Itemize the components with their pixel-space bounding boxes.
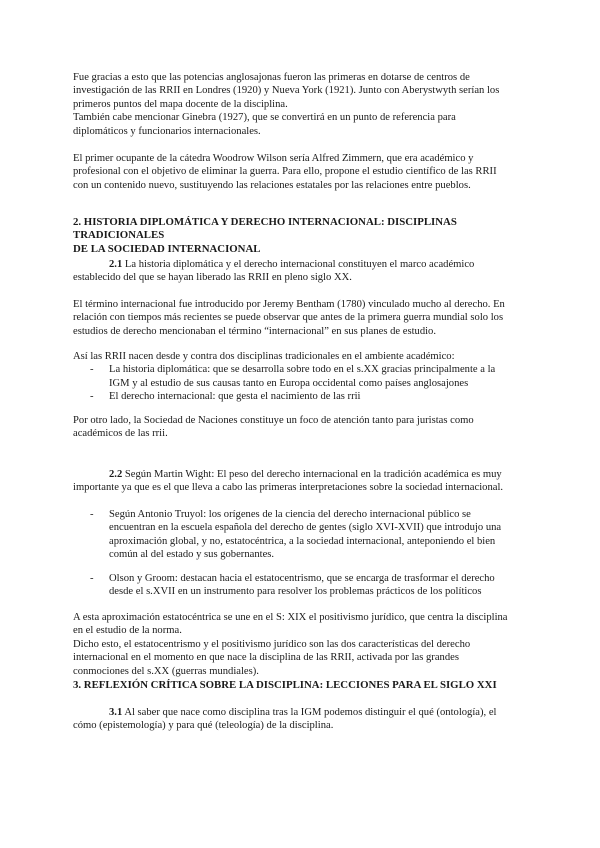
- league-of-nations-paragraph: [73, 414, 535, 441]
- bullet-dash: -: [90, 509, 94, 520]
- text-line: estudios de derecho mencionaban el término “internacional” en sus planes de estudio.: [73, 325, 437, 337]
- text-line: común al del estado y sus gobernantes.: [109, 549, 275, 561]
- intro-paragraph-1: [73, 71, 535, 138]
- text-line: cómo (epistemología) y para qué (teleología) de la disciplina.: [73, 720, 334, 732]
- text-line: [73, 258, 535, 271]
- subsection-number: 2.1: [109, 259, 123, 270]
- text-line: establecido del que se hayan liberado las RRII en pleno siglo XX.: [73, 272, 352, 284]
- authors-bullet-list: [73, 508, 535, 562]
- bullet-list: [73, 363, 535, 403]
- subsection-2-1: [73, 258, 535, 285]
- text-line: académicos de las rrii.: [73, 428, 168, 440]
- text-line: profesional con el objetivo de eliminar la guerra. Para ello, propone el estudio científico de las RRII: [73, 166, 497, 178]
- text-line: Olson y Groom: destacan hacia el estatocentrismo, que se encarga de trasformar el derecho: [109, 573, 495, 584]
- text-line: Dicho esto, el estatocentrismo y el positivismo jurídico son las dos características del derecho: [73, 638, 471, 650]
- text-line: [73, 468, 535, 481]
- section-3-heading: [73, 679, 535, 692]
- bullet-dash: -: [90, 573, 94, 584]
- text-span: Según Martin Wight: El peso del derecho internacional en la tradición académica es muy: [122, 469, 502, 480]
- text-line: con un contenido nuevo, sustituyendo las relaciones estatales por las relaciones entre pueblos.: [73, 179, 471, 191]
- authors-bullet-list-2: [73, 572, 535, 599]
- text-line: diplomáticos y funcionarios internacionales.: [73, 125, 261, 137]
- traditional-disciplines-paragraph: [73, 350, 535, 404]
- text-line: desde el s.XVII en un instrumento para resolver los problemas prácticos de los políticos: [109, 586, 482, 598]
- text-line: La historia diplomática: que se desarrolla sobre todo en el s.XX gracias principalmente a la: [109, 364, 496, 376]
- text-line: El derecho internacional: que gesta el nacimiento de las rrii: [109, 391, 361, 403]
- text-line: primeros puntos del mapa docente de la disciplina.: [73, 98, 288, 110]
- text-line: A esta aproximación estatocéntrica se une en el S: XIX el positivismo jurídico, que centra la disciplina: [73, 612, 508, 623]
- list-item: [73, 390, 535, 403]
- section-2-heading: [73, 216, 535, 256]
- subsection-3-1: [73, 706, 535, 733]
- bentham-paragraph: [73, 298, 535, 338]
- text-span: La historia diplomática y el derecho internacional constituyen el marco académico: [122, 259, 475, 270]
- positivism-paragraph: [73, 611, 535, 678]
- text-line: investigación de las RRII en Londres (1920) y Nueva York (1921). Junto con Aberystwyth serían los: [73, 85, 500, 97]
- subsection-number: 3.1: [109, 707, 123, 718]
- heading-line: DE LA SOCIEDAD INTERNACIONAL: [73, 242, 261, 255]
- text-line: relación con tiempos más recientes se puede observar que antes de la primera guerra mundial solo los: [73, 312, 504, 324]
- text-line: También cabe mencionar Ginebra (1927), que se convertirá en un punto de referencia para: [73, 112, 456, 124]
- list-item: [73, 572, 535, 599]
- text-line: IGM y al estudio de sus causas tanto en Europa occidental como países anglosajones: [109, 377, 469, 389]
- text-line: en el estudio de la norma.: [73, 625, 182, 637]
- intro-paragraph-2: [73, 152, 535, 192]
- subsection-2-2: [73, 468, 535, 495]
- text-line: El término internacional fue introducido por Jeremy Bentham (1780) vinculado mucho al derecho. En: [73, 299, 505, 310]
- text-line: Así las RRII nacen desde y contra dos disciplinas tradicionales en el ambiente académico:: [73, 351, 455, 362]
- subsection-number: 2.2: [109, 469, 123, 480]
- text-line: internacional en el momento en que nace la disciplina de las RRII, activada por las grandes: [73, 652, 459, 664]
- bullet-list: [73, 508, 535, 562]
- bullet-dash: -: [90, 391, 94, 403]
- text-line: El primer ocupante de la cátedra Woodrow Wilson sería Alfred Zimmern, que era académico y: [73, 153, 474, 164]
- text-line: encuentran en la escuela española del derecho de gentes (siglo XVI-XVII) que introdujo una: [109, 522, 502, 534]
- list-item: [73, 363, 535, 390]
- text-line: Según Antonio Truyol: los orígenes de la ciencia del derecho internacional público se: [109, 509, 471, 520]
- heading-line: 2. HISTORIA DIPLOMÁTICA Y DERECHO INTERNACIONAL: DISCIPLINAS TRADICIONALES: [73, 216, 457, 242]
- bullet-dash: -: [90, 364, 94, 376]
- text-line: importante ya que es el que lleva a cabo las primeras interpretaciones sobre la sociedad internacional.: [73, 482, 504, 494]
- text-line: conmociones del s.XX (guerras mundiales).: [73, 665, 259, 677]
- text-line: Por otro lado, la Sociedad de Naciones constituye un foco de atención tanto para juristas como: [73, 415, 474, 426]
- list-item: [73, 508, 535, 562]
- text-line: aproximación global, y no, estatocéntrica, a la sociedad internacional, anteponiendo el bien: [109, 535, 496, 547]
- text-line: [73, 706, 535, 719]
- heading-line: 3. REFLEXIÓN CRÍTICA SOBRE LA DISCIPLINA: LECCIONES PARA EL SIGLO XXI: [73, 679, 497, 691]
- text-line: Fue gracias a esto que las potencias anglosajonas fueron las primeras en dotarse de centros de: [73, 72, 470, 83]
- bullet-list: [73, 572, 535, 599]
- text-span: Al saber que nace como disciplina tras la IGM podemos distinguir el qué (ontología), el: [122, 707, 497, 718]
